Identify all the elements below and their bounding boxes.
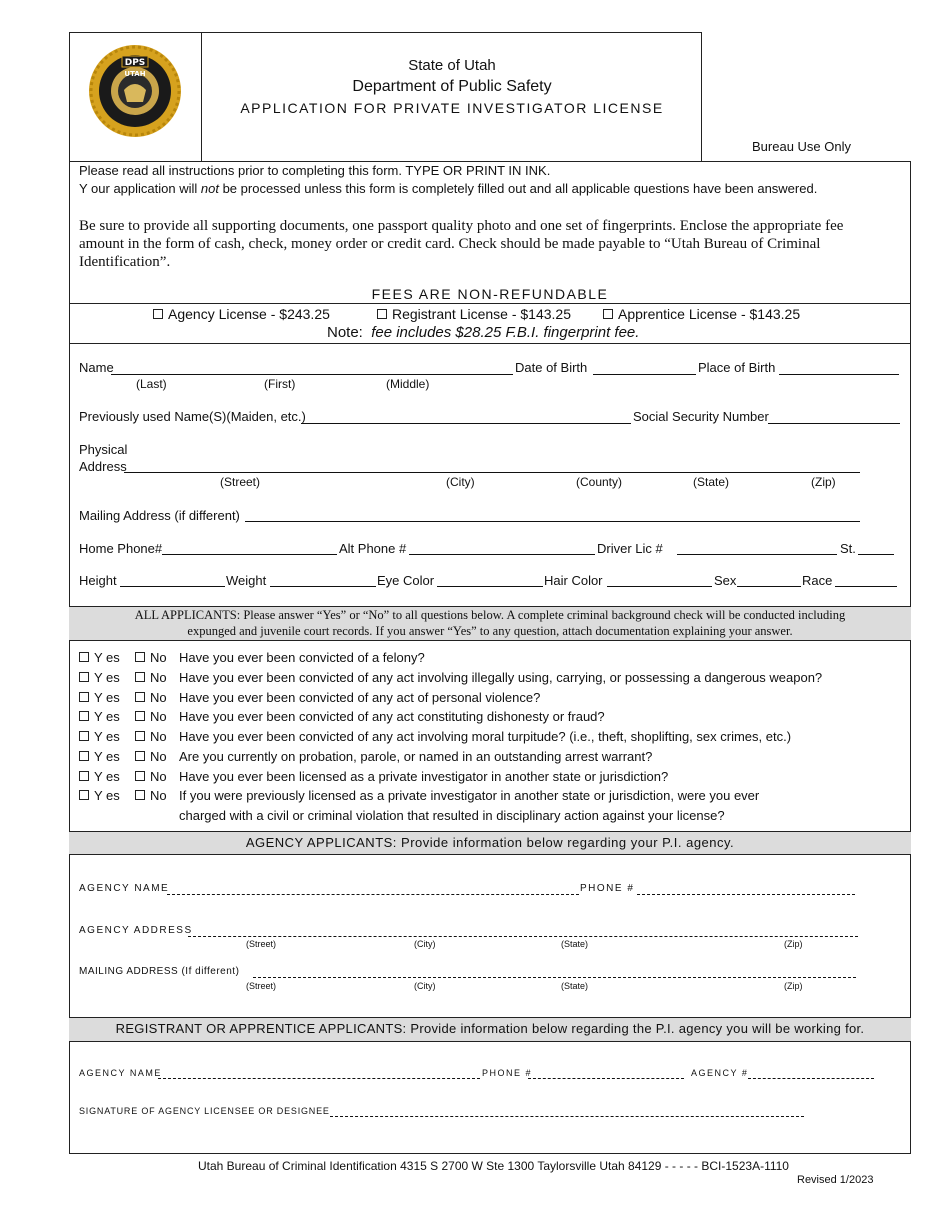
svg-text:DPS: DPS — [124, 58, 146, 68]
agency-mailing-label: MAILING ADDRESS (If different) — [79, 966, 240, 977]
question-row — [79, 709, 120, 724]
instructions-para2-line2: amount in the form of cash, check, money order or credit card. Check should be made payable to “Utah Bureau of Criminal — [79, 236, 821, 252]
agency-phone-input[interactable] — [637, 894, 855, 895]
agency-address-input[interactable] — [188, 936, 858, 937]
apprentice-license-checkbox[interactable] — [603, 309, 613, 319]
name-input[interactable] — [111, 374, 513, 375]
prev-name-label: Previously used Name(S)(Maiden, etc.) — [79, 409, 306, 424]
registrant-applicants-heading — [69, 1021, 911, 1036]
pob-label: Place of Birth — [698, 360, 776, 375]
agency-mailing-state-hint: (State) — [561, 981, 589, 991]
height-input[interactable] — [120, 586, 225, 587]
seal-icon — [88, 44, 182, 138]
no-label: No — [150, 769, 167, 784]
yes-label: Y es — [94, 729, 120, 744]
no-checkbox[interactable] — [135, 652, 145, 662]
st-label: St. — [840, 541, 856, 556]
instructions-line2-post: be processed unless this form is completely filled out and all applicable questions have been answered. — [218, 181, 818, 196]
agency-phone-label: PHONE # — [580, 883, 635, 894]
question-row-no — [135, 788, 167, 803]
footer-revised: Revised 1/2023 — [797, 1174, 874, 1186]
fees-divider-top — [69, 303, 911, 304]
physical-label: Physical — [79, 442, 128, 457]
ssn-label: Social Security Number — [633, 409, 769, 424]
reg-signature-label: SIGNATURE OF AGENCY LICENSEE OR DESIGNEE — [79, 1106, 330, 1116]
question-text: Have you ever been licensed as a private investigator in another state or jurisdiction? — [179, 769, 669, 784]
no-label: No — [150, 670, 167, 685]
reg-agency-num-label: AGENCY # — [691, 1068, 749, 1078]
no-label: No — [150, 709, 167, 724]
question-row-no — [135, 650, 167, 665]
no-label: No — [150, 729, 167, 744]
phys-state-hint: (State) — [693, 475, 730, 489]
alt-phone-label: Alt Phone # — [339, 541, 407, 556]
question-row-no — [135, 670, 167, 685]
yes-checkbox[interactable] — [79, 751, 89, 761]
fee-agency-label: Agency License - $243.25 — [168, 306, 330, 322]
agency-heading-text: AGENCY APPLICANTS: Provide information below regarding your P.I. agency. — [245, 835, 735, 850]
name-middle-hint: (Middle) — [386, 377, 430, 391]
ssn-input[interactable] — [768, 423, 900, 424]
agency-address-label: AGENCY ADDRESS — [79, 925, 193, 936]
header-divider — [201, 32, 202, 162]
fee-apprentice-label: Apprentice License - $143.25 — [618, 306, 801, 322]
no-checkbox[interactable] — [135, 771, 145, 781]
agency-license-checkbox[interactable] — [153, 309, 163, 319]
reg-agency-num-input[interactable] — [748, 1078, 874, 1079]
yes-label: Y es — [94, 650, 120, 665]
agency-street-hint: (Street) — [246, 939, 277, 949]
prev-name-input[interactable] — [301, 423, 631, 424]
question-text: Have you ever been convicted of any act involving moral turpitude? (i.e., theft, shoplifting, sex crimes, etc.) — [179, 729, 792, 744]
question-text: Have you ever been convicted of any act constituting dishonesty or fraud? — [179, 709, 605, 724]
svg-text:UTAH: UTAH — [124, 70, 146, 78]
home-phone-label: Home Phone# — [79, 541, 163, 556]
question-text: Have you ever been convicted of a felony? — [179, 650, 425, 665]
dob-label: Date of Birth — [515, 360, 588, 375]
yes-checkbox[interactable] — [79, 652, 89, 662]
race-input[interactable] — [835, 586, 897, 587]
question-row-no — [135, 749, 167, 764]
question-row — [79, 729, 120, 744]
name-label: Name — [79, 360, 114, 375]
agency-city-hint: (City) — [414, 939, 436, 949]
question-text-cont: charged with a civil or criminal violation that resulted in disciplinary action against your license? — [179, 808, 725, 823]
alt-phone-input[interactable] — [409, 554, 595, 555]
address-label: Address — [79, 459, 127, 474]
yes-checkbox[interactable] — [79, 790, 89, 800]
dps-seal-logo — [88, 44, 182, 138]
question-row — [79, 769, 120, 784]
question-text: Have you ever been convicted of any act of personal violence? — [179, 690, 541, 705]
bureau-use-only: Bureau Use Only — [752, 139, 851, 154]
fee-registrant-option[interactable] — [377, 306, 571, 322]
question-text: Have you ever been convicted of any act involving illegally using, carrying, or possessing a dangerous weapon? — [179, 670, 823, 685]
agency-mailing-zip-hint: (Zip) — [784, 981, 803, 991]
no-checkbox[interactable] — [135, 751, 145, 761]
no-label: No — [150, 690, 167, 705]
no-checkbox[interactable] — [135, 790, 145, 800]
st-input[interactable] — [858, 554, 894, 555]
no-label: No — [150, 749, 167, 764]
yes-checkbox[interactable] — [79, 711, 89, 721]
yes-checkbox[interactable] — [79, 731, 89, 741]
registrant-license-checkbox[interactable] — [377, 309, 387, 319]
phys-city-hint: (City) — [446, 475, 475, 489]
reg-agency-name-input[interactable] — [158, 1078, 480, 1079]
physical-address-input[interactable] — [124, 472, 860, 473]
fees-divider-bottom — [69, 343, 911, 344]
phys-street-hint: (Street) — [220, 475, 261, 489]
hair-color-input[interactable] — [607, 586, 712, 587]
question-row-no — [135, 769, 167, 784]
instructions-para2-line1: Be sure to provide all supporting documents, one passport quality photo and one set of fingerprints. Enclose the appropriate fee — [79, 218, 844, 234]
no-checkbox[interactable] — [135, 692, 145, 702]
yes-label: Y es — [94, 769, 120, 784]
yes-checkbox[interactable] — [79, 692, 89, 702]
agency-mailing-city-hint: (City) — [414, 981, 436, 991]
instructions-line1: Please read all instructions prior to completing this form. TYPE OR PRINT IN INK. — [79, 163, 551, 178]
yes-label: Y es — [94, 709, 120, 724]
name-last-hint: (Last) — [136, 377, 167, 391]
yes-label: Y es — [94, 670, 120, 685]
fee-note-label: Note: — [327, 324, 363, 341]
no-checkbox[interactable] — [135, 731, 145, 741]
eye-color-label: Eye Color — [377, 573, 435, 588]
question-text: Are you currently on probation, parole, or named in an outstanding arrest warrant? — [179, 749, 653, 764]
mailing-address-input[interactable] — [245, 521, 860, 522]
instructions-line2-pre: Y our application will — [79, 181, 201, 196]
agency-name-label: AGENCY NAME — [79, 883, 170, 894]
yes-checkbox[interactable] — [79, 771, 89, 781]
agency-zip-hint: (Zip) — [784, 939, 803, 949]
phys-county-hint: (County) — [576, 475, 623, 489]
driver-lic-label: Driver Lic # — [597, 541, 663, 556]
driver-lic-input[interactable] — [677, 554, 837, 555]
sex-input[interactable] — [737, 586, 801, 587]
mailing-address-label: Mailing Address (if different) — [79, 508, 240, 523]
weight-label: Weight — [226, 573, 267, 588]
no-label: No — [150, 788, 167, 803]
instructions-line2 — [79, 181, 817, 196]
agency-mailing-street-hint: (Street) — [246, 981, 277, 991]
agency-mailing-input[interactable] — [253, 977, 856, 978]
form-title: APPLICATION FOR PRIVATE INVESTIGATOR LICENSE — [240, 100, 664, 116]
question-row — [79, 670, 120, 685]
reg-agency-name-label: AGENCY NAME — [79, 1068, 162, 1078]
agency-state-hint: (State) — [561, 939, 589, 949]
fee-registrant-label: Registrant License - $143.25 — [392, 306, 571, 322]
registrant-heading-text: REGISTRANT OR APPRENTICE APPLICANTS: Provide information below regarding the P.I. agency you will be working for. — [115, 1021, 865, 1036]
fees-heading: FEES ARE NON-REFUNDABLE — [371, 286, 609, 302]
agency-applicants-heading — [69, 835, 911, 850]
sex-label: Sex — [714, 573, 737, 588]
state-name: State of Utah — [408, 57, 496, 74]
instructions-para2-line3: Identification”. — [79, 254, 171, 270]
question-row-no — [135, 690, 167, 705]
all-applicants-line2: expunged and juvenile court records. If you answer “Yes” to any question, attach documentation explaining your answer. — [187, 624, 793, 638]
weight-input[interactable] — [270, 586, 376, 587]
phys-zip-hint: (Zip) — [811, 475, 836, 489]
yes-label: Y es — [94, 690, 120, 705]
name-first-hint: (First) — [264, 377, 296, 391]
height-label: Height — [79, 573, 117, 588]
hair-color-label: Hair Color — [544, 573, 603, 588]
no-checkbox[interactable] — [135, 711, 145, 721]
question-row — [79, 788, 120, 803]
question-row — [79, 749, 120, 764]
reg-phone-input[interactable] — [528, 1078, 684, 1079]
yes-checkbox[interactable] — [79, 672, 89, 682]
no-checkbox[interactable] — [135, 672, 145, 682]
instructions-line2-emphasis: not — [200, 181, 219, 196]
reg-signature-input[interactable] — [330, 1116, 804, 1117]
eye-color-input[interactable] — [437, 586, 543, 587]
question-row — [79, 690, 120, 705]
question-row — [79, 650, 120, 665]
home-phone-input[interactable] — [162, 554, 337, 555]
reg-phone-label: PHONE # — [482, 1068, 533, 1078]
fee-note-text: fee includes $28.25 F.B.I. fingerprint fee. — [371, 324, 640, 341]
footer-address: Utah Bureau of Criminal Identification 4315 S 2700 W Ste 1300 Taylorsville Utah 84129 - - - - - BCI-1523A-1110 — [198, 1159, 789, 1173]
agency-name-input[interactable] — [167, 894, 579, 895]
yes-label: Y es — [94, 749, 120, 764]
question-row-no — [135, 729, 167, 744]
race-label: Race — [802, 573, 833, 588]
dob-input[interactable] — [593, 374, 696, 375]
fee-agency-option[interactable] — [153, 306, 330, 322]
fee-note — [327, 324, 639, 341]
department-name: Department of Public Safety — [352, 78, 552, 95]
question-text: If you were previously licensed as a private investigator in another state or jurisdiction, were you ever — [179, 788, 760, 803]
pob-input[interactable] — [779, 374, 899, 375]
fee-apprentice-option[interactable] — [603, 306, 800, 322]
no-label: No — [150, 650, 167, 665]
question-row-no — [135, 709, 167, 724]
all-applicants-line1: ALL APPLICANTS: Please answer “Yes” or “No” to all questions below. A complete criminal background check will be conducted including — [134, 608, 846, 622]
yes-label: Y es — [94, 788, 120, 803]
